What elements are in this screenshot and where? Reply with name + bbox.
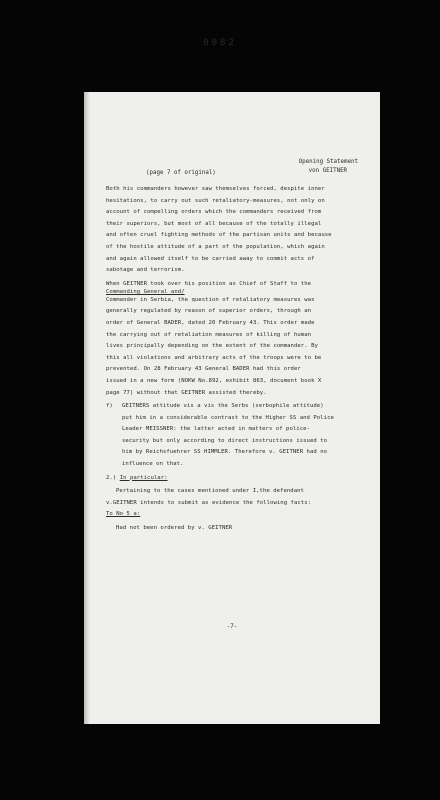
header-title: Opening Statement <box>298 159 358 165</box>
item-f-line: him by Reichsfuehrer SS HIMMLER. Therefore v. GEITNER had no <box>122 449 328 456</box>
paragraph-line: prevented. On 28 February 43 General BADER had this order <box>106 366 301 373</box>
paragraph-line: account of compelling orders which the commanders received from <box>106 209 322 216</box>
item-f-line: GEITNERS attitude vis a vis the Serbs (serbophile attitude) <box>122 403 324 410</box>
to-number-label: To No 5 a: <box>106 511 141 518</box>
item-f-line: Leader MEISSNER: the latter acted in matters of police- <box>122 426 310 433</box>
document-header <box>299 158 358 176</box>
item-f-line: influence on that. <box>122 461 184 468</box>
item-f-label: f) <box>106 403 113 410</box>
page-of-original: (page 7 of original) <box>146 170 216 176</box>
paragraph-line: and again allowed itself to be carried away to commit acts of <box>106 255 315 262</box>
final-line: Had not been ordered by v. GEITNER <box>116 525 233 532</box>
document-page <box>84 92 380 724</box>
section-line: Pertaining to the cases mentioned under I,the defendant <box>116 488 304 495</box>
section-number: 2.) <box>106 474 117 481</box>
section-line: v.GEITNER intends to submit as evidence the following facts: <box>106 499 312 506</box>
paragraph-line: their superiors, but most of all because of the totally illegal <box>106 220 322 227</box>
film-frame-number: 0082 <box>203 38 237 48</box>
handwritten-insert: Commanding General and/ <box>106 288 185 295</box>
paragraph-line: of the hostile attitude of a part of the population, which again <box>106 243 325 250</box>
item-f-line: security but only according to direct instructions issued to <box>122 437 328 444</box>
item-f-line: put him in a considerable contrast to the Higher SS and Police <box>122 414 334 421</box>
paragraph-line: Both his commanders however saw themselves forced, despite inner <box>106 186 325 192</box>
header-author: von GEITNER <box>308 168 348 174</box>
paragraph-line: order of General BADER, dated 20 February 43. This order made <box>106 319 315 326</box>
section-heading <box>106 473 362 485</box>
paragraph-line: the carrying out of retaliation measures of killing of human <box>106 331 312 338</box>
page-number: -7- <box>226 624 238 630</box>
paragraph-line: sabotage and terrorism. <box>106 267 185 274</box>
document-body <box>106 184 362 535</box>
paragraph-line: and often cruel fighting methods of the partisan units and because <box>106 232 332 239</box>
paragraph-line: this all violations and arbitrary acts of the troops were to be <box>106 354 322 361</box>
paragraph-line: page 77) without that GEITNER assisted thereby. <box>106 389 267 396</box>
paragraph-line: Commander in Serbia, the question of retaliatory measures was <box>106 296 315 303</box>
section-title: In particular: <box>119 474 168 481</box>
paragraph-line: hesitations, to carry out such retaliatory-measures, not only on <box>106 197 325 204</box>
paragraph-line: When GEITNER took over his position as Chief of Staff to the <box>106 280 312 287</box>
paragraph-line: lives principally depending on the extent of the commander. By <box>106 343 318 350</box>
item-f <box>106 401 362 413</box>
paragraph-line: issued in a new form (NOKW No.892, exhibit 863, document book X <box>106 377 322 384</box>
paragraph-line: generally regulated by reason of superior orders, through an <box>106 308 312 315</box>
